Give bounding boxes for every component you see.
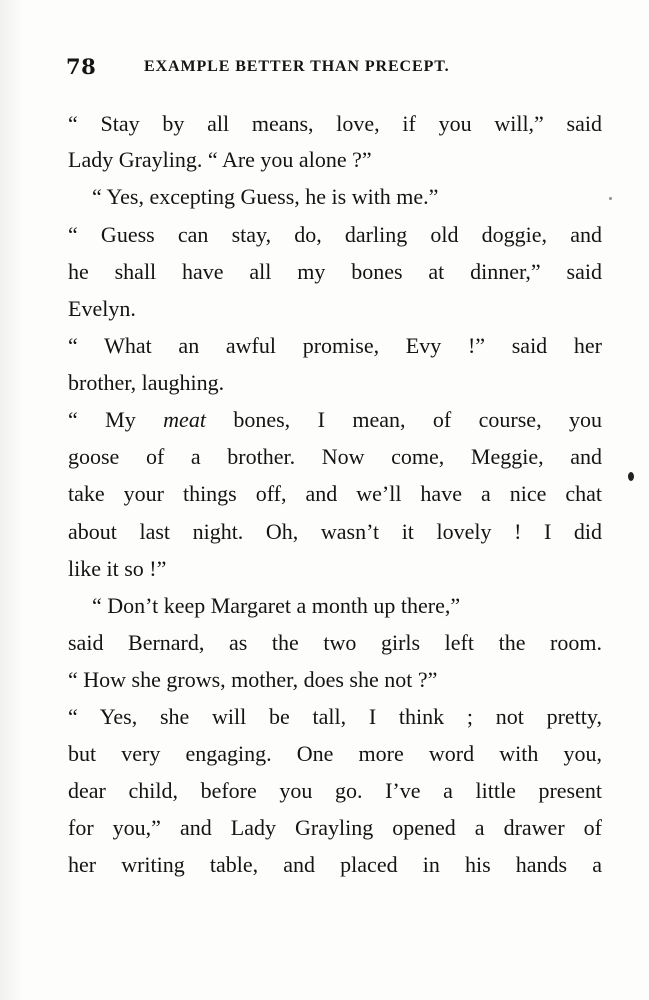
text-line: “ Yes, she will be tall, I think ; not pretty, <box>68 704 602 729</box>
running-head: EXAMPLE BETTER THAN PRECEPT. <box>144 58 450 75</box>
text-line: goose of a brother. Now come, Meggie, and <box>68 444 602 469</box>
text-line: for you,” and Lady Grayling opened a drawer of <box>68 815 602 840</box>
text-line: “ What an awful promise, Evy !” said her <box>68 333 602 358</box>
text-line: “ Don’t keep Margaret a month up there,” <box>92 593 461 618</box>
text-line: take your things off, and we’ll have a nice chat <box>68 481 602 506</box>
text-line: “ Guess can stay, do, darling old doggie, and <box>68 222 602 247</box>
text-line <box>68 403 602 437</box>
text-line: but very engaging. One more word with you, <box>68 741 602 766</box>
ink-speck <box>628 472 634 481</box>
text-line: “ Stay by all means, love, if you will,” said <box>68 111 602 136</box>
ink-speck <box>609 197 612 200</box>
text-line: her writing table, and placed in his hands a <box>68 852 602 877</box>
text-line: brother, laughing. <box>68 370 225 395</box>
text-line: he shall have all my bones at dinner,” said <box>68 259 602 284</box>
italic-word: meat <box>163 407 206 432</box>
text-line: said Bernard, as the two girls left the room. <box>68 630 602 655</box>
text-line: Lady Grayling. “ Are you alone ?” <box>68 147 372 172</box>
text-line: Evelyn. <box>68 296 136 321</box>
page-number: 78 <box>66 54 97 79</box>
text-line: “ Yes, excepting Guess, he is with me.” <box>92 184 439 209</box>
text-run: “ My <box>68 407 164 432</box>
text-run: bones, I mean, of course, you <box>205 407 602 432</box>
text-line: like it so !” <box>68 556 167 581</box>
text-line: “ How she grows, mother, does she not ?” <box>68 667 438 692</box>
text-line: dear child, before you go. I’ve a little present <box>68 778 602 803</box>
text-line: about last night. Oh, wasn’t it lovely ! I did <box>68 519 602 544</box>
